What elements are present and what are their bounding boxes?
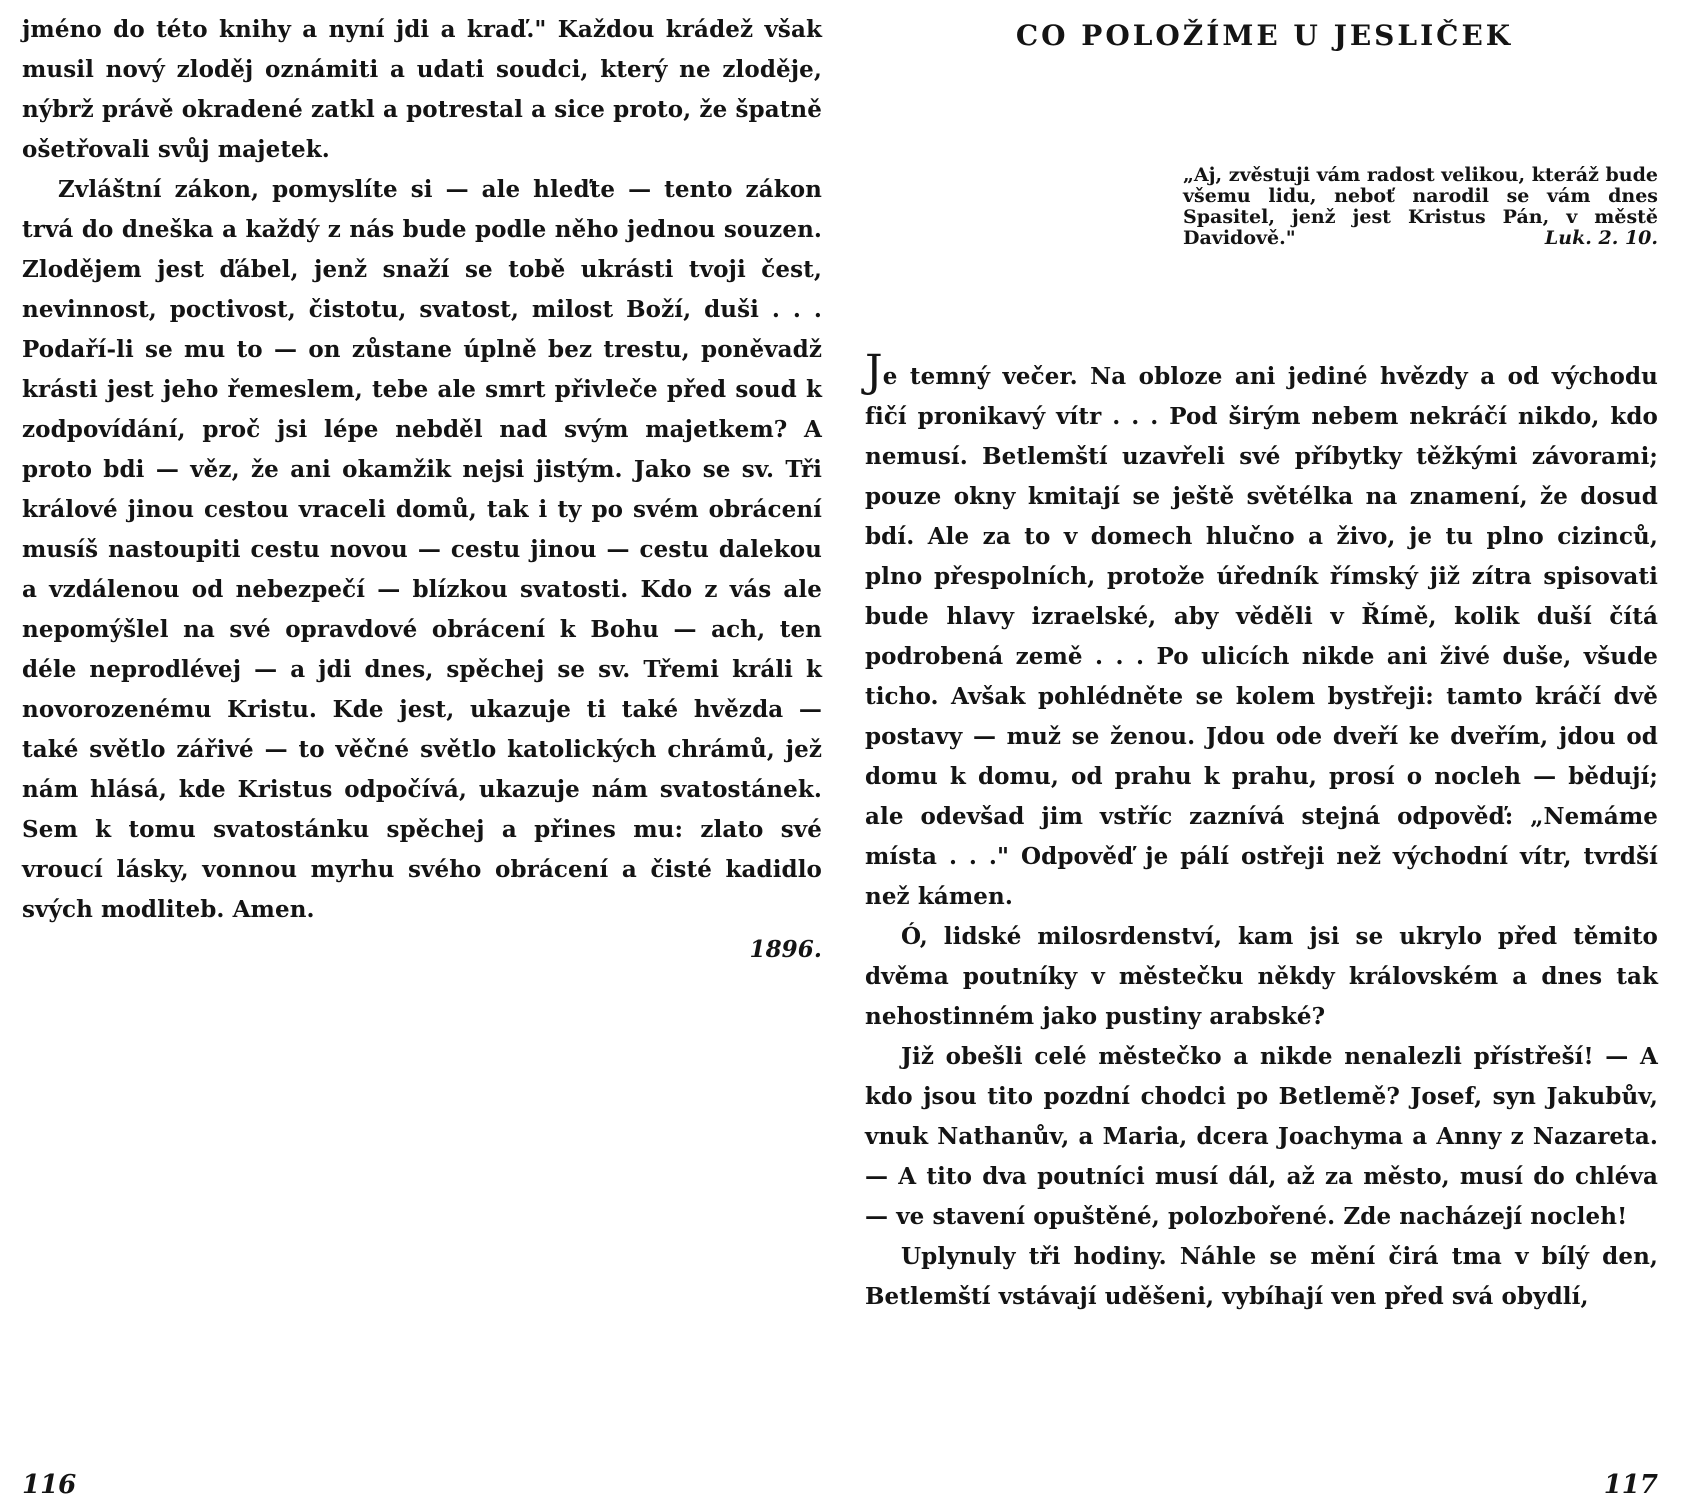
epigraph-source: Luk. 2. 10.: [1544, 227, 1658, 249]
left-text-column: [22, 10, 822, 970]
paragraph: Ó, lidské milosrdenství, kam jsi se ukrylo před těmito dvěma poutníky v městečku někdy královském a dnes tak nehostinném jako pustiny arabské?: [865, 923, 1658, 1030]
right-page: [843, 0, 1686, 1500]
paragraph: Již obešli celé městečko a nikde nenalezli přístřeší! — A kdo jsou tito pozdní chodci po Betlemě? Josef, syn Jakubův, vnuk Nathanův, a Maria, dcera Joachyma a Anny z Nazareta. — A tito dva poutníci musí dál, až za město, musí do chléva — ve stavení opuštěné, polozbořené. Zde nacházejí nocleh!: [865, 1043, 1658, 1230]
right-text-column: [865, 346, 1658, 1317]
paragraph: Uplynuly tři hodiny. Náhle se mění čirá tma v bílý den, Betlemští vstávají uděšeni, vybíhají ven před svá obydlí,: [865, 1243, 1658, 1310]
opening-paragraph-text: e temný večer. Na obloze ani jediné hvězdy a od východu fičí pronikavý vítr . . . Pod širým nebem nekráčí nikdo, kdo nemusí. Betlemští uzavřeli své příbytky těžkými závorami; pouze okny kmitají se ještě světélka na znamení, že dosud bdí. Ale za to v domech hlučno a živo, je tu plno cizinců, plno přespolních, protože úředník římský již zítra spisovati bude hlavy izraelské, aby věděli v Římě, kolik duší čítá podrobená země . . . Po ulicích nikde ani živé duše, všude ticho. Avšak pohlédněte se kolem bystřeji: tamto kráčí dvě postavy — muž se ženou. Jdou ode dveří ke dveřím, jdou od domu k domu, od prahu k prahu, prosí o nocleh — bědují; ale odevšad jim vstříc zaznívá stejná odpověď: „Nemáme místa . . ." Odpověď je pálí ostřeji než východní vítr, tvrdší než kámen.: [865, 363, 1658, 910]
paragraph: jméno do této knihy a nyní jdi a kraď." Každou krádež však musil nový zloděj oznámiti a udati soudci, který ne zloděje, nýbrž právě okradené zatkl a potrestal a sice proto, že špatně ošetřovali svůj majetek.: [22, 16, 822, 163]
epigraph-text: „Aj, zvěstuji vám radost velikou, kteráž bude všemu lidu, neboť narodil se vám dnes Spasitel, jenž jest Kristus Pán, v městě Davidově.": [1183, 164, 1658, 249]
page-number: 116: [22, 1470, 77, 1500]
date-line: 1896.: [749, 936, 822, 963]
epigraph: [1183, 165, 1658, 249]
chapter-title: CO POLOŽÍME U JESLIČEK: [1015, 19, 1514, 52]
drop-cap: J: [865, 346, 883, 397]
opening-paragraph: [865, 346, 1658, 917]
paragraph: Zvláštní zákon, pomyslíte si — ale hleďte — tento zákon trvá do dneška a každý z nás bude podle něho jednou souzen. Zlodějem jest ďábel, jenž snaží se tobě ukrásti tvoji čest, nevinnost, poctivost, čistotu, svatost, milost Boží, duši . . . Podaří-li se mu to — on zůstane úplně bez trestu, poněvadž krásti jest jeho řemeslem, tebe ale smrt přivleče před soud k zodpovídání, proč jsi lépe nebděl nad svým majetkem? A proto bdi — věz, že ani okamžik nejsi jistým. Jako se sv. Tři králové jinou cestou vraceli domů, tak i ty po svém obrácení musíš nastoupiti cestu novou — cestu jinou — cestu dalekou a vzdálenou od nebezpečí — blízkou svatosti. Kdo z vás ale nepomýšlel na své opravdové obrácení k Bohu — ach, ten déle neprodlévej — a jdi dnes, spěchej se sv. Třemi králi k novorozenému Kristu. Kde jest, ukazuje ti také hvězda — také světlo zářivé — to věčné světlo katolických chrámů, jež nám hlásá, kde Kristus odpočívá, ukazuje nám svatostánek. Sem k tomu svatostánku spěchej a přines mu: zlato své vroucí lásky, vonnou myrhu svého obrácení a čisté kadidlo svých modliteb. Amen.: [22, 176, 822, 923]
page-number: 117: [1603, 1470, 1658, 1500]
